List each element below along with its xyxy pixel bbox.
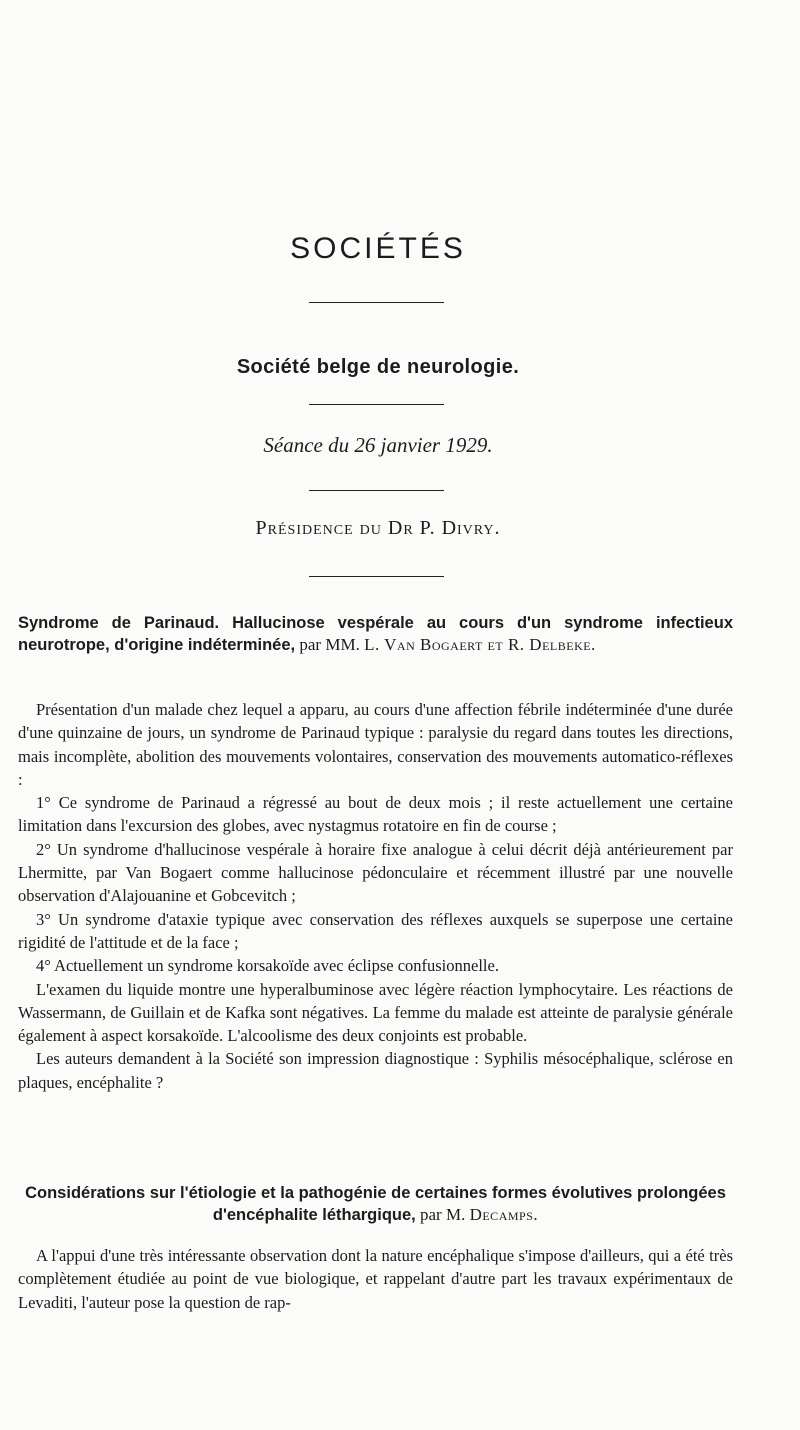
paragraph: Les auteurs demandent à la Société son impression diagnostique : Syphilis mésocéphalique, sclérose en plaques, encéphalite ? [18,1049,733,1092]
article-body [18,1244,733,1314]
paragraph: Présentation d'un malade chez lequel a apparu, au cours d'une affection fébrile indéterminée d'une durée d'une quinzaine de jours, un syndrome de Parinaud typique : paralysie du regard dans toutes les directions, mais incomplète, abolition des mouvements volontaires, conservation des mouvements automatico-réflexes : [18,700,733,789]
seance-date: Séance du 26 janvier 1929. [263,433,493,457]
society-name: Société belge de neurologie. [236,356,520,378]
paragraph: 3° Un syndrome d'ataxie typique avec conservation des réflexes auxquels se superpose une certaine rigidité de l'attitude et de la face ; [18,909,733,952]
paragraph: A l'appui d'une très intéressante observation dont la nature encéphalique s'impose d'ailleurs, qui a été très complètement étudiée au point de vue biologique, et rappelant d'autre part les travaux expérimentaux de Levaditi, l'auteur pose la question de rap- [18,1246,733,1312]
byline-prefix: par M. [415,1205,470,1224]
article-heading [18,1182,733,1226]
presidence: Présidence du Dr P. Divry. [255,517,501,539]
article-title: Considérations sur l'étiologie et la pathogénie de certaines formes évolutives prolongées d'encéphalite léthargique, [25,1184,726,1224]
article-title: Syndrome de Parinaud. Hallucinose vespérale au cours d'un syndrome infectieux neurotrope, d'origine indéterminée, [18,614,733,654]
divider [309,302,444,303]
article-body [18,698,733,1094]
divider [309,490,444,491]
paragraph: 2° Un syndrome d'hallucinose vespérale à horaire fixe analogue à celui décrit déjà antérieurement par Lhermitte, par Van Bogaert comme hallucinose pédonculaire et récemment illustré par une nouvelle observation d'Alajouanine et Gobcevitch ; [18,839,733,906]
article-authors: L. Van Bogaert et R. Delbeke. [364,635,596,654]
paragraph: 4° Actuellement un syndrome korsakoïde avec éclipse confusionnelle. [36,956,499,976]
paragraph: 1° Ce syndrome de Parinaud a régressé au bout de deux mois ; il reste actuellement une certaine limitation dans l'excursion des globes, avec nystagmus rotatoire en fin de course ; [18,793,733,836]
divider [309,576,444,577]
article-heading [18,612,733,656]
paragraph: L'examen du liquide montre une hyperalbuminose avec légère réaction lymphocytaire. Les réactions de Wassermann, de Guillain et de Kafka sont négatives. La femme du malade est atteinte de paralysie générale également à aspect korsakoïde. L'alcoolisme des deux conjoints est probable. [18,979,733,1046]
section-title: SOCIÉTÉS [290,232,466,265]
divider [309,404,444,405]
byline-prefix: par MM. [295,635,365,654]
article-authors: Decamps. [469,1205,539,1224]
